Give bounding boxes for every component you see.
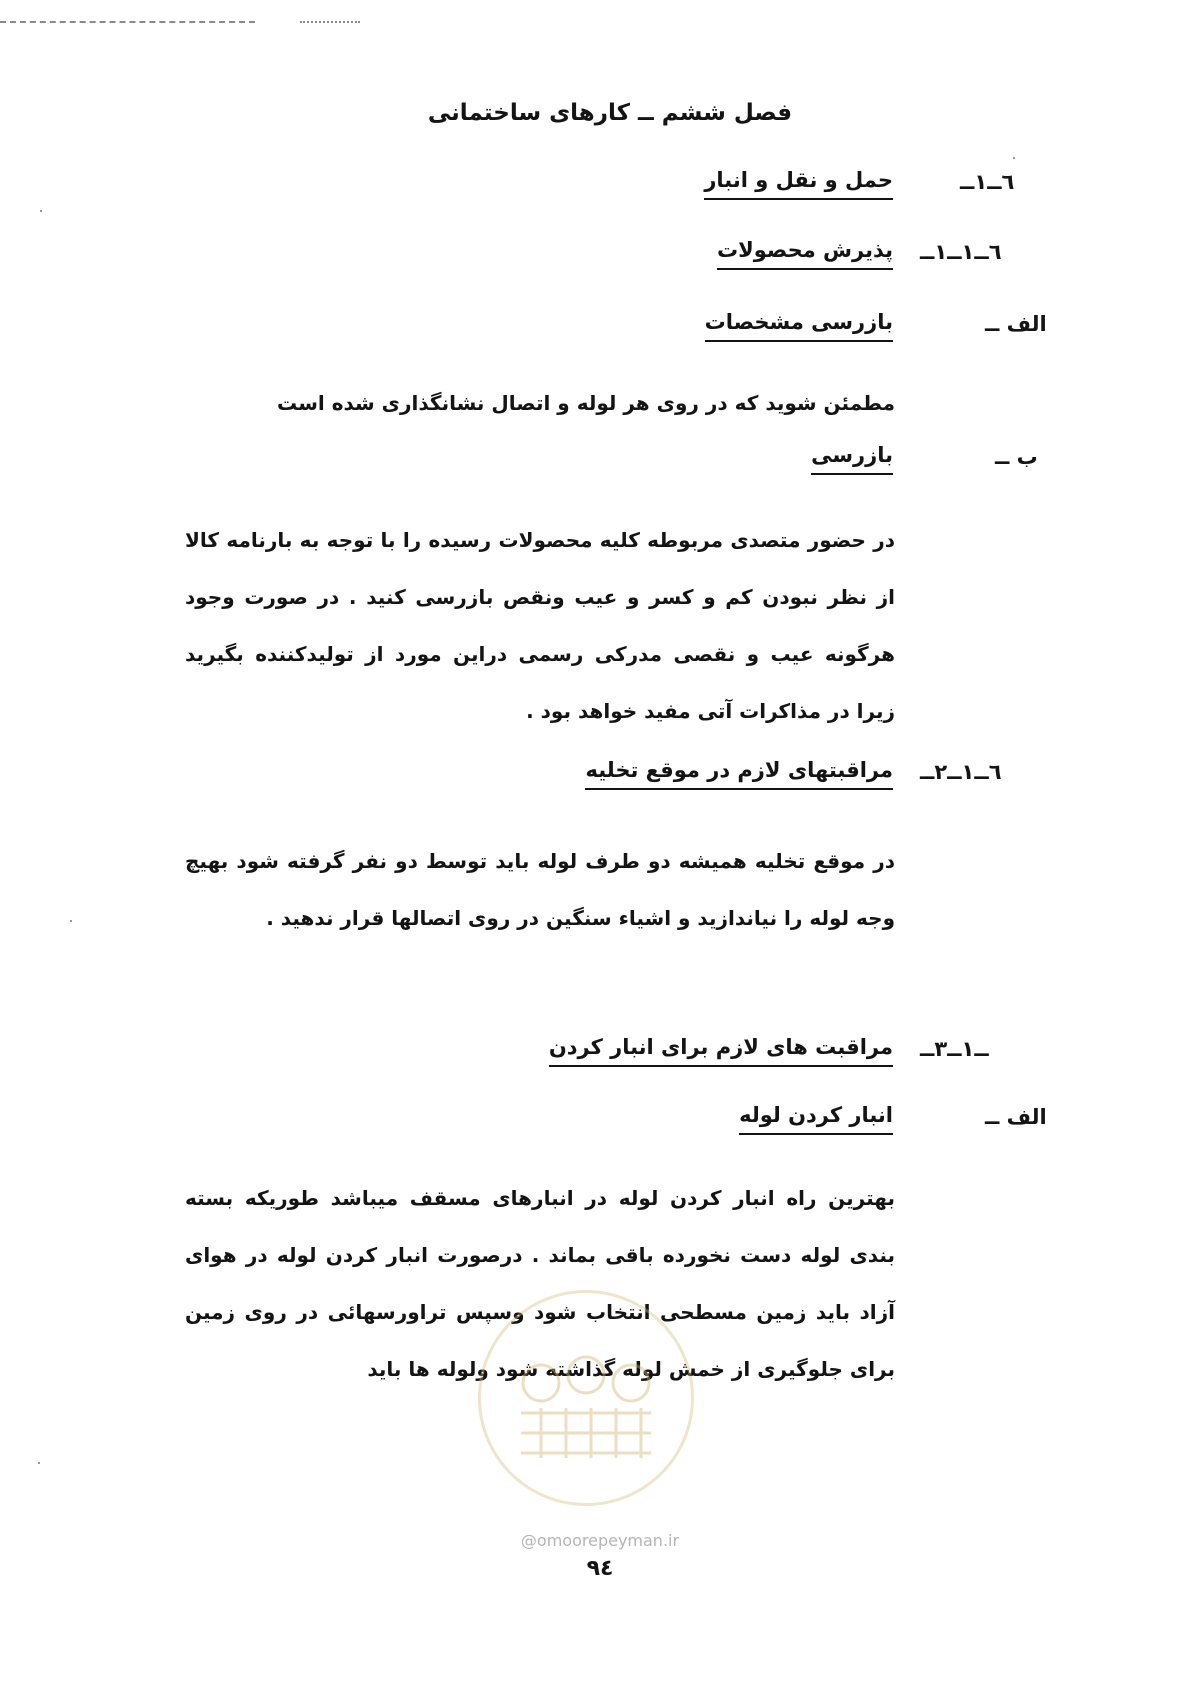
scan-line-artifact [0, 21, 255, 24]
item-label: الف ــ [985, 312, 1047, 336]
paragraph: بهترین راه انبار کردن لوله در انبارهای مسقف میباشد طوریکه بسته بندی لوله دست نخورده باقی بماند . درصورت انبار کردن لوله در هوای آزاد باید زمین مسطحی انتخاب شود وسپس تراورسهائی در روی زمین برای جلوگیری از خمش لوله گذاشته شود ولوله ها باید [185, 1186, 895, 1381]
section-heading: پذیرش محصولات [717, 238, 893, 262]
watermark-url: @omoorepeyman.ir [520, 1531, 680, 1550]
section-number: ــ١ــ٣ــ [920, 1037, 989, 1061]
paragraph: مطمئن شوید که در روی هر لوله و اتصال نشانگذاری شده است [277, 391, 895, 415]
scan-speck [70, 920, 72, 922]
section-number: ٦ــ١ــ [960, 170, 1015, 194]
paragraph: در حضور متصدی مربوطه کلیه محصولات رسیده را با توجه به بارنامه کالا از نظر نبودن کم و کسر و عیب ونقص بازرسی کنید . در صورت وجود هرگونه عیب و نقصی مدرکی رسمی دراین مورد از تولیدکننده بگیرید زیرا در مذاکرات آتی مفید خواهد بود . [185, 528, 895, 723]
item-heading: بازرسی [811, 443, 893, 467]
gear-grid-icon [511, 1353, 661, 1463]
scan-speck [40, 210, 42, 212]
item-heading: انبار کردن لوله [739, 1103, 893, 1127]
scan-speck [38, 1462, 40, 1464]
paragraph: در موقع تخلیه همیشه دو طرف لوله باید توسط دو نفر گرفته شود بهیچ وجه لوله را نیاندازید و اشیاء سنگین در روی اتصالها قرار ندهید . [185, 849, 895, 930]
section-heading: مراقبتهای لازم در موقع تخلیه [585, 758, 893, 782]
scan-line-artifact [300, 21, 360, 24]
section-heading: حمل و نقل و انبار [704, 168, 893, 192]
page-number: ۹٤ [586, 1556, 614, 1581]
section-heading: مراقبت های لازم برای انبار کردن [549, 1035, 893, 1059]
section-number: ٦ــ١ــ١ــ [920, 240, 1002, 264]
section-number: ٦ــ١ــ٢ــ [920, 760, 1002, 784]
item-label: الف ــ [985, 1105, 1047, 1129]
item-label: ب ــ [995, 445, 1038, 469]
chapter-title: فصل ششم ــ کارهای ساختمانی [427, 100, 793, 126]
item-heading: بازرسی مشخصات [705, 310, 893, 334]
watermark-seal [478, 1290, 694, 1506]
scan-speck [1013, 157, 1015, 159]
